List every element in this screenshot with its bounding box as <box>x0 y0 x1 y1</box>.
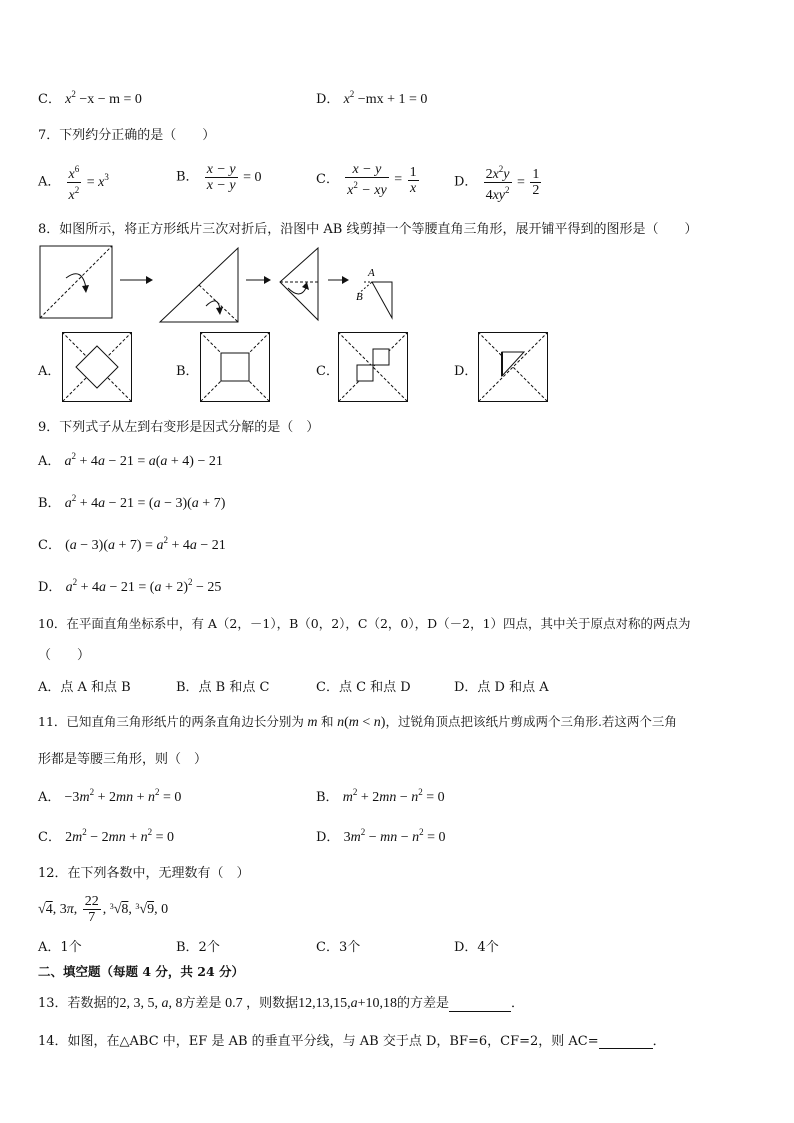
q7-option-b: B． $\frac{x - y}{x - y}$ = 0 <box>176 162 262 193</box>
q8-point-b: B <box>356 291 363 303</box>
q10-option-c: C．点 C 和点 D <box>316 680 411 695</box>
q11-option-b: B． $m^2 + 2mn - n^2 = 0$ <box>316 787 445 805</box>
q12-option-b: B．2个 <box>176 940 220 955</box>
q12-option-d: D．4个 <box>454 940 499 955</box>
q6-option-d: D． $x^2 -mx + 1 = 0$ <box>316 89 428 107</box>
q9-option-d: D． $a^2 + 4a - 21 = (a + 2)^2 - 25$ <box>38 577 222 595</box>
q14-answer-blank[interactable] <box>599 1034 653 1049</box>
q10-option-a: A．点 A 和点 B <box>38 680 131 695</box>
q8-stem: 8．如图所示，将正方形纸片三次对折后，沿图中 AB 线剪掉一个等腰直角三角形，展开铺平得到的图形是（ ） <box>38 222 698 237</box>
q7-option-d: D． $\frac{2x^2y}{4xy^2}$ = $\frac{1}{2}$ <box>454 164 540 203</box>
q10-stem-line1: 10．在平面直角坐标系中，有 A（2，－1），B（0，2），C（2，0），D（－2，1）四点，其中关于原点对称的两点为 <box>38 616 691 631</box>
q8-cut-shape <box>372 282 392 318</box>
q11-option-a: A． $-3m^2 + 2mn + n^2 = 0$ <box>38 787 182 805</box>
q8-option-c-figure <box>338 332 408 402</box>
q10-stem-line2: （ ） <box>38 648 91 663</box>
q8-point-a: A <box>368 267 375 279</box>
q8-option-a-figure <box>62 332 132 402</box>
q6-option-c-equation: $x^2 -x - m = 0$ <box>65 89 142 107</box>
section-2-title: 二、填空题（每题 4 分，共 24 分） <box>38 964 245 979</box>
q8-option-b-figure <box>200 332 270 402</box>
q6-option-c: C． $x^2 -x - m = 0$ <box>38 89 142 107</box>
q8-option-d-figure <box>478 332 548 402</box>
q12-option-c: C．3个 <box>316 940 361 955</box>
q7-option-a: A． $\frac{x^6}{x^2}$ = $x^3$ <box>38 164 109 203</box>
q8-option-c-label: C． <box>316 364 339 379</box>
q12-number-list: √4, 3π, $\frac{22}{7}$ , $^3$√8, $^3$√9, 0 <box>38 894 169 925</box>
q8-folding-diagram <box>36 244 406 326</box>
q8-folded-small-triangle <box>280 248 318 320</box>
q9-option-c: C． $(a - 3)(a + 7) = a^2 + 4a - 21$ <box>38 535 226 553</box>
q9-option-b: B． $a^2 + 4a - 21 = (a - 3)(a + 7)$ <box>38 493 226 511</box>
q14-stem: 14．如图，在△ABC 中，EF 是 AB 的垂直平分线，与 AB 交于点 D，BF=6，CF=2，则 AC= ． <box>38 1034 666 1049</box>
q13-stem: 13．若数据的2, 3, 5, a, 8方差是 0.7 ，则数据12,13,15,a+10,18的方差是 ． <box>38 996 525 1011</box>
q13-answer-blank[interactable] <box>449 997 511 1012</box>
q11-option-d: D． $3m^2$ − mn − $n^2 = 0$ <box>316 827 446 845</box>
q8-option-d-label: D． <box>454 364 478 379</box>
q7-option-c: C． $\frac{x - y}{x^2 - xy}$ = $\frac{1}{x}$ <box>316 162 417 198</box>
q8-option-b-label: B． <box>176 364 199 379</box>
q8-option-a-label: A． <box>38 364 61 379</box>
q11-stem-line1: 11．已知直角三角形纸片的两条直角边长分别为 m 和 n(m < n)，过锐角顶点把该纸片剪成两个三角形.若这两个三角 <box>38 714 677 730</box>
q12-option-a: A．1个 <box>38 940 82 955</box>
q11-option-c: C． $2m^2 - 2mn + n^2 = 0$ <box>38 827 175 845</box>
q11-stem-line2: 形都是等腰三角形，则（ ） <box>38 752 208 767</box>
q6-option-d-equation: $x^2 -mx + 1 = 0$ <box>343 89 428 107</box>
q9-stem: 9．下列式子从左到右变形是因式分解的是（ ） <box>38 420 320 435</box>
q12-stem: 12．在下列各数中，无理数有（ ） <box>38 866 250 881</box>
q10-option-d: D．点 D 和点 A <box>454 680 549 695</box>
q7-stem: 7．下列约分正确的是（ ） <box>38 128 216 143</box>
q10-option-b: B．点 B 和点 C <box>176 680 270 695</box>
q9-option-a: A． $a^2 + 4a - 21 = a(a + 4) - 21$ <box>38 451 223 469</box>
